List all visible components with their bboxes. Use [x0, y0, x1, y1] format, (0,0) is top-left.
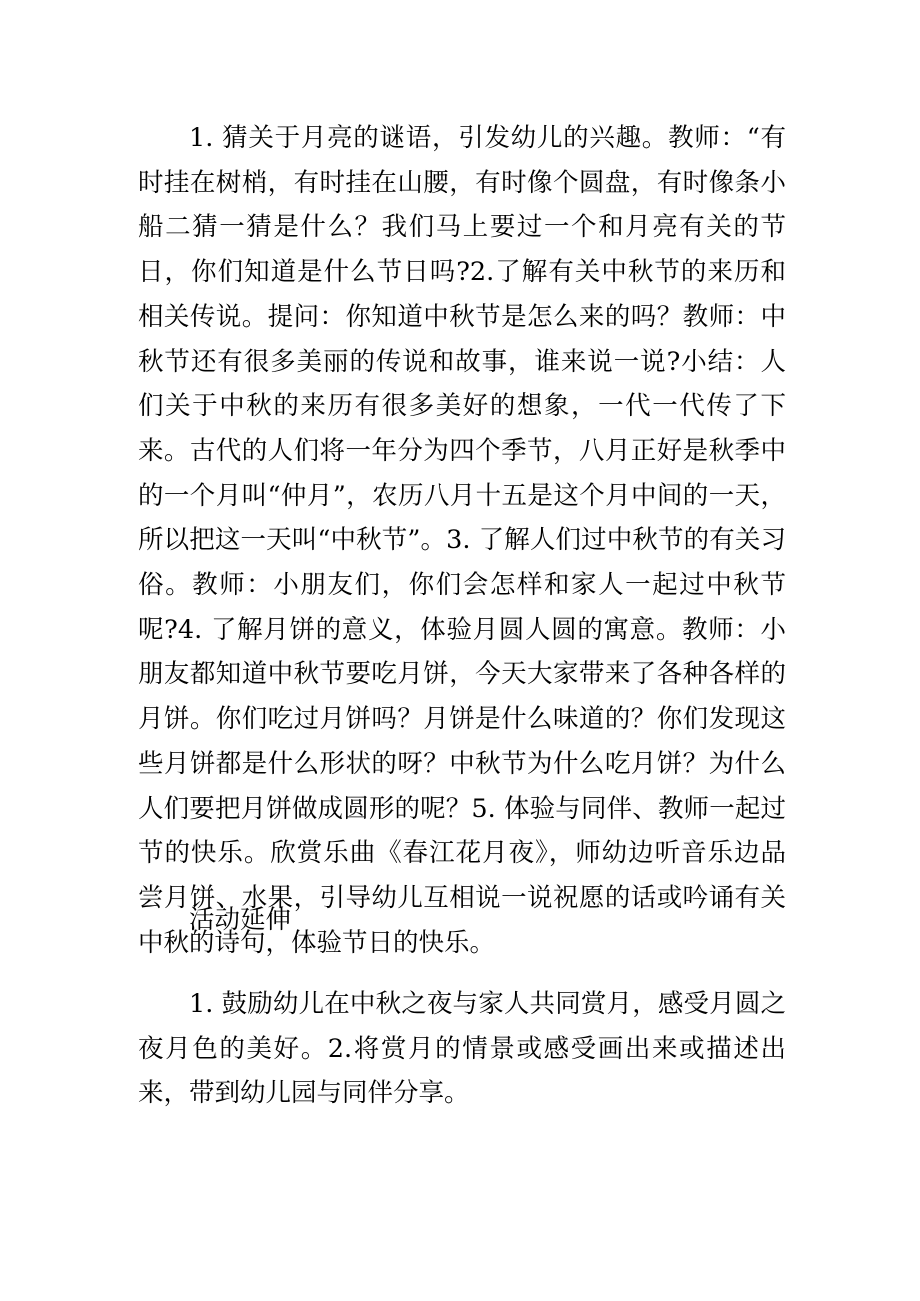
activity-process-paragraph: 1. 猜关于月亮的谜语，引发幼儿的兴趣。教师：“有时挂在树梢，有时挂在山腰，有时像个圆盘，有时像条小船二猜一猜是什么？我们马上要过一个和月亮有关的节日，你们知道是什么节日吗?2.了解有关中秋节的来历和相关传说。提问：你知道中秋节是怎么来的吗？教师：中秋节还有很多美丽的传说和故事，谁来说一说?小结：人们关于中秋的来历有很多美好的想象，一代一代传了下来。古代的人们将一年分为四个季节，八月正好是秋季中的一个月叫“仲月”，农历八月十五是这个月中间的一天，所以把这一天叫“中秋节”。3. 了解人们过中秋节的有关习俗。教师：小朋友们，你们会怎样和家人一起过中秋节呢?4. 了解月饼的意义，体验月圆人圆的寓意。教师：小朋友都知道中秋节要吃月饼，今天大家带来了各种各样的月饼。你们吃过月饼吗？月饼是什么味道的？你们发现这些月饼都是什么形状的呀？中秋节为什么吃月饼？为什么人们要把月饼做成圆形的呢？5. 体验与同伴、教师一起过节的快乐。欣赏乐曲《春江花月夜》，师幼边听音乐边品尝月饼、水果，引导幼儿互相说一说祝愿的话或吟诵有关中秋的诗句，体验节日的快乐。 — [138, 123, 786, 958]
activity-extension-paragraph: 1. 鼓励幼儿在中秋之夜与家人共同赏月，感受月圆之夜月色的美好。2.将赏月的情景或感受画出来或描述出来，带到幼儿园与同伴分享。 — [138, 989, 786, 1109]
section-heading-activity-extension: 活动延伸 — [189, 905, 292, 935]
